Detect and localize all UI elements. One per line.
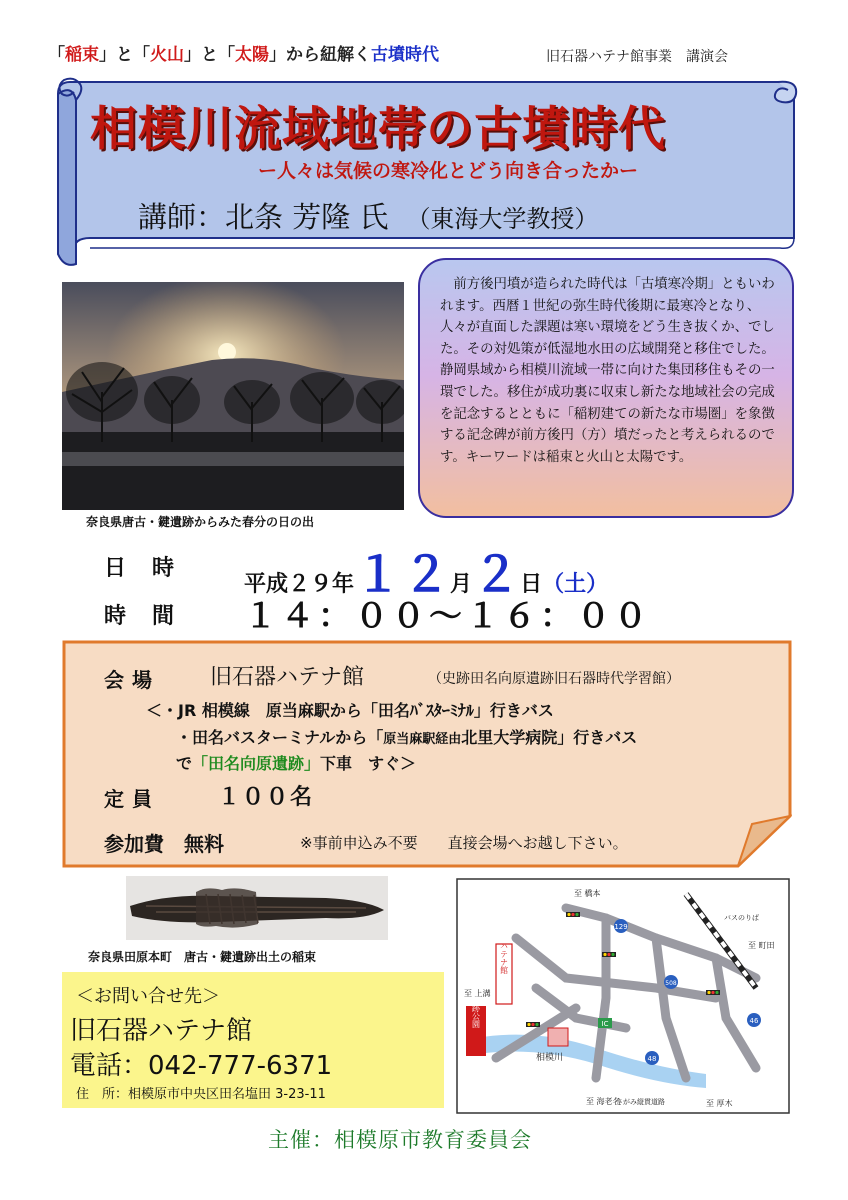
access-map [456, 878, 790, 1114]
artifact-caption: 奈良県田原本町 唐古・鍵遺跡出土の稲束 [88, 950, 317, 964]
lecturer-line [138, 195, 598, 236]
map-label-park: 遺跡公園 [471, 996, 481, 1028]
tagline-quote: 」 [184, 45, 201, 65]
tagline-rest: から紐解く [286, 45, 371, 65]
access-line-3-part: で [176, 754, 193, 773]
date-month-unit: 月 [450, 572, 473, 597]
lecturer-affiliation: （東海大学教授） [406, 205, 599, 233]
lecturer-name: 講師：北条 芳隆 氏 [138, 200, 389, 234]
map-route-129: 129 [614, 923, 628, 931]
tagline-quote: 「 [218, 45, 235, 65]
contact-phone: 電話：042-777-6371 [70, 1051, 333, 1081]
access-line-2-part: ・田名バスターミナルから「 [176, 728, 384, 747]
organizer: 主催：相模原市教育委員会 [268, 1128, 532, 1152]
map-label-kamimizo: 至 上溝 [464, 989, 491, 998]
date-day: ２ [472, 549, 521, 602]
tagline-word-volcano: 火山 [150, 45, 184, 65]
map-label-atsugi: 至 厚木 [706, 1099, 733, 1108]
access-line-2-part: 北里大学病院」行きバス [461, 728, 638, 747]
contact-heading: ＜お問い合せ先＞ [76, 986, 220, 1007]
map-label-central-road: さがみ縦貫道路 [616, 1098, 665, 1106]
tagline-quote: 「 [48, 45, 65, 65]
access-line-2 [176, 725, 637, 748]
tagline [48, 40, 439, 65]
map-label-river: 相模川 [536, 1053, 564, 1063]
access-line-3-part: 下車 すぐ＞ [320, 754, 417, 773]
fee-label: 参加費 無料 [104, 832, 224, 856]
time-label: 時 間 [104, 604, 177, 629]
event-organizer-line: 旧石器ハテナ館事業 講演会 [546, 49, 728, 65]
sunrise-photo [62, 282, 404, 510]
tagline-quote: 「 [133, 45, 150, 65]
map-route-46: 46 [749, 1017, 759, 1025]
tagline-word-sun: 太陽 [235, 45, 269, 65]
date-label: 日 時 [104, 556, 177, 581]
capacity-label: 定員 [104, 787, 160, 811]
access-stop-name: 「田名向原遺跡」 [192, 754, 321, 773]
tagline-quote: 」 [269, 45, 286, 65]
photo-caption: 奈良県唐古・鍵遺跡からみた春分の日の出 [86, 515, 315, 529]
map-ic: IC [601, 1020, 609, 1028]
subtitle: ー人々は気候の寒冷化とどう向き合ったかー [258, 160, 639, 182]
map-label-machida: 至 町田 [748, 941, 775, 950]
fee-note: ※事前申込み不要 直接会場へお越し下さい。 [300, 834, 628, 852]
map-route-508: 508 [665, 980, 677, 987]
access-line-3 [176, 751, 416, 774]
map-label-ebina: 至 海老名 [586, 1097, 621, 1106]
tagline-particle: と [116, 45, 133, 65]
description-text: 前方後円墳が造られた時代は「古墳寒冷期」ともいわれます。西暦１世紀の弥生時代後期に最寒冷となり、人々が直面した課題は寒い環境をどう生き抜くか、でした。その対処策が低湿地水田の広域開発と移住でした。静岡県域から相模川流域一帯に向けた集団移住もその一環でした。移住が成功裏に収束し新たな地域社会の完成を記念するとともに「稲籾建ての新たな市場圏」を象徴する記念碑が前方後円（方）墳だったと考えられるのです。キーワードは稲束と火山と太陽です。 [440, 277, 775, 465]
venue-subname: （史跡田名向原遺跡旧石器時代学習館） [428, 671, 680, 687]
date-era: 平成２９年 [244, 572, 355, 597]
rice-bundle-photo [126, 876, 388, 940]
map-label-bus: バスのりば [724, 914, 759, 922]
date-month: １２ [354, 549, 451, 602]
capacity-value: １００名 [218, 785, 315, 810]
venue-label: 会場 [104, 668, 160, 692]
main-title: 相模川流域地帯の古墳時代 [90, 102, 666, 157]
map-route-48: 48 [647, 1055, 657, 1063]
date-day-unit: 日 [520, 572, 543, 597]
tagline-quote: 」 [99, 45, 116, 65]
tagline-particle: と [201, 45, 218, 65]
tagline-word-rice: 稲束 [65, 45, 99, 65]
tagline-tail: 古墳時代 [371, 45, 439, 65]
contact-address: 住 所：相模原市中央区田名塩田 3-23-11 [76, 1087, 326, 1102]
time-value: １４：００～１６：００ [244, 596, 651, 635]
contact-name: 旧石器ハテナ館 [70, 1016, 253, 1046]
description-bubble [418, 258, 794, 518]
map-label-hashimoto: 至 橋本 [574, 889, 601, 898]
date-weekday: （土） [542, 572, 609, 597]
access-line-1: ＜・JR 相模線 原当麻駅から「田名ﾊﾞｽﾀｰﾐﾅﾙ」行きバス [146, 701, 554, 720]
access-line-2-via: 原当麻駅経由 [383, 732, 462, 747]
map-label-hatena: ハテナ館 [499, 942, 509, 974]
venue-name: 旧石器ハテナ館 [210, 665, 365, 690]
